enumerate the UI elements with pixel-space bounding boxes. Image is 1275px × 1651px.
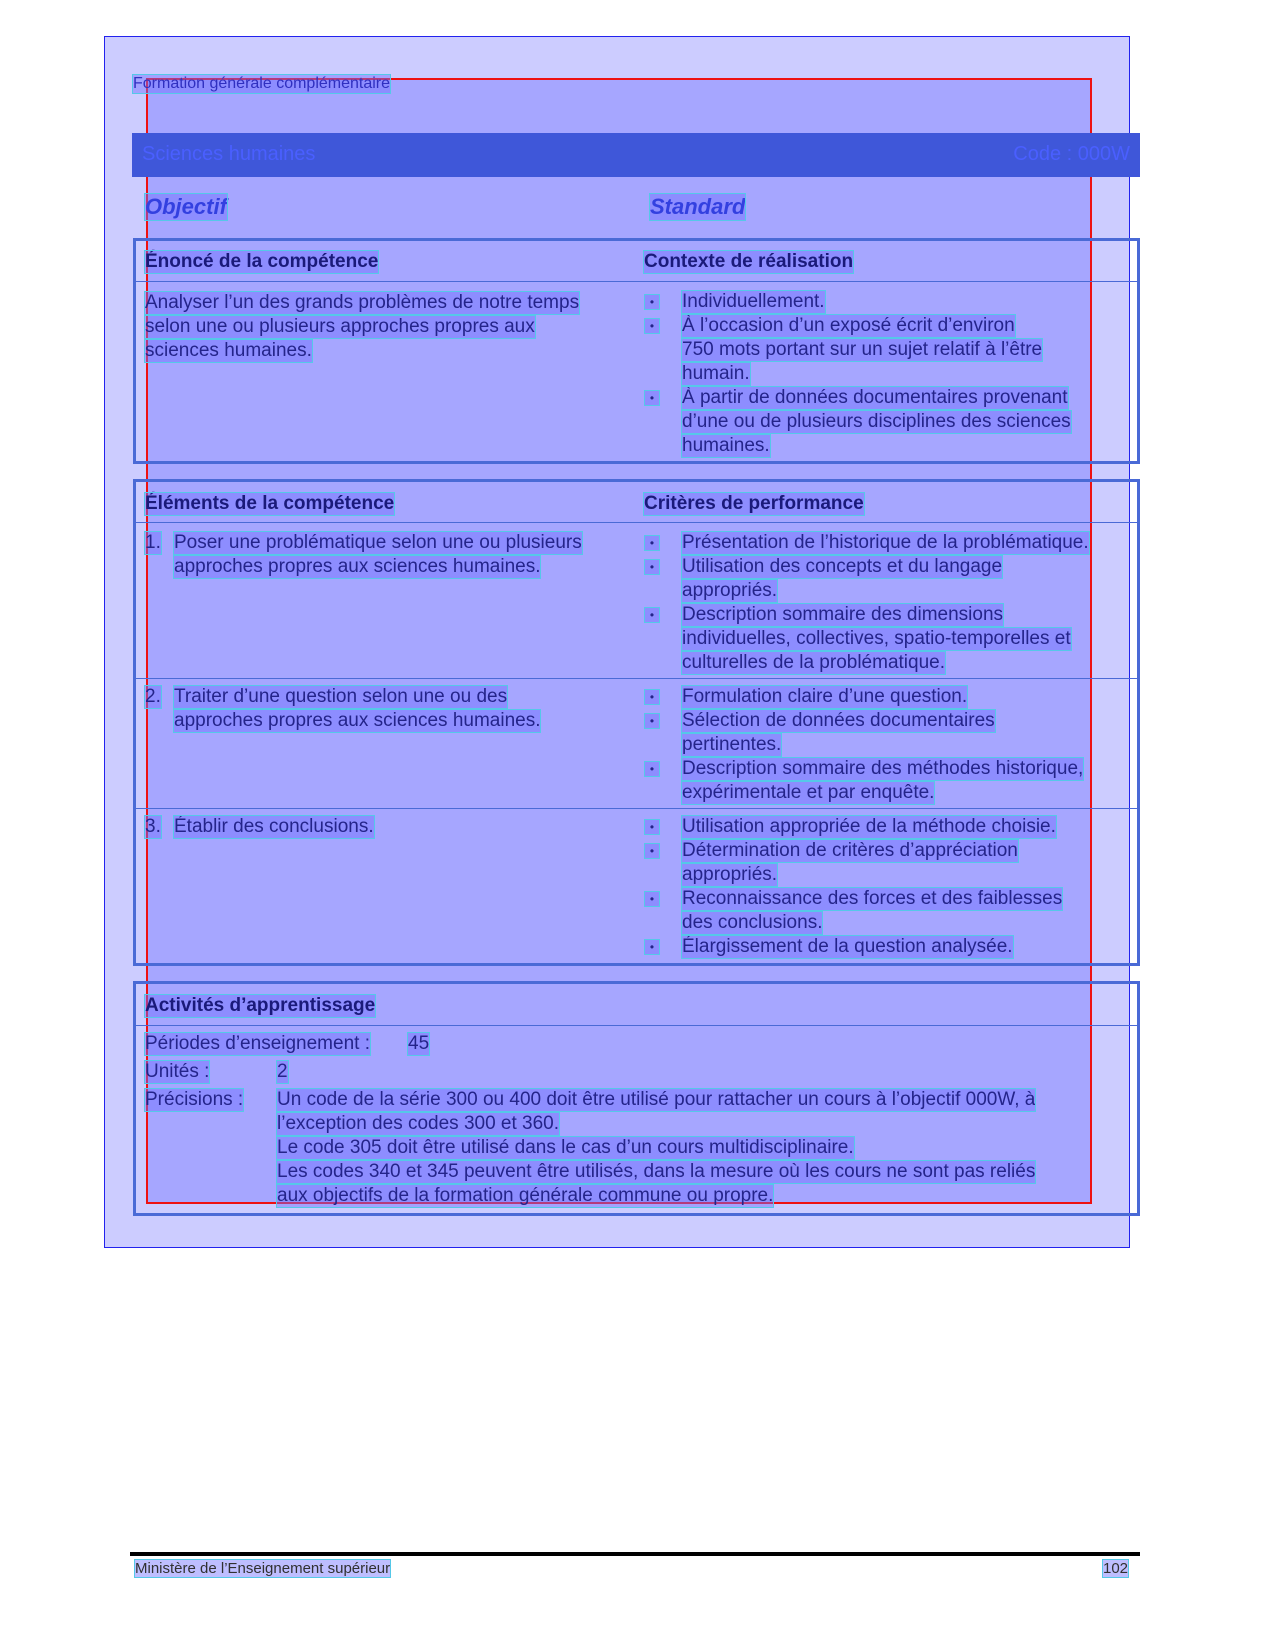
precisions-label: Précisions : — [145, 1089, 244, 1110]
criterion-line: 750 mots portant sur un sujet relatif à l’être — [682, 339, 1043, 360]
element-number: 1. — [145, 532, 161, 553]
criterion-line: Détermination de critères d’appréciation — [682, 840, 1018, 861]
criterion-line: Description sommaire des dimensions — [682, 604, 1004, 625]
divider — [133, 522, 1140, 523]
unites-value: 2 — [277, 1061, 288, 1082]
criterion-line: humain. — [682, 363, 750, 384]
criterion-line: Reconnaissance des forces et des faiblesses — [682, 888, 1063, 909]
divider — [133, 678, 1140, 679]
bullet-icon: • — [645, 892, 659, 906]
criterion-line: À partir de données documentaires provenant — [682, 387, 1068, 408]
element-number: 3. — [145, 816, 161, 837]
criteres-heading: Critères de performance — [644, 493, 864, 514]
divider — [133, 281, 1140, 282]
activites-heading: Activités d’apprentissage — [145, 995, 376, 1016]
criterion-line: appropriés. — [682, 580, 778, 601]
elements-heading: Éléments de la compétence — [145, 493, 395, 514]
bullet-icon: • — [645, 844, 659, 858]
enonce-line: selon une ou plusieurs approches propres aux — [145, 316, 535, 337]
criterion-line: appropriés. — [682, 864, 778, 885]
criterion-line: Utilisation appropriée de la méthode choisie. — [682, 816, 1056, 837]
enonce-line: sciences humaines. — [145, 340, 312, 361]
periodes-value: 45 — [408, 1033, 430, 1054]
divider — [133, 1025, 1140, 1026]
bullet-icon: • — [645, 608, 659, 622]
divider — [133, 808, 1140, 809]
element-line: approches propres aux sciences humaines. — [174, 710, 541, 731]
criterion-line: pertinentes. — [682, 734, 782, 755]
bullet-icon: • — [645, 690, 659, 704]
element-line: Établir des conclusions. — [174, 816, 374, 837]
criterion-line: des conclusions. — [682, 912, 823, 933]
criterion-line: d’une ou de plusieurs disciplines des sciences — [682, 411, 1071, 432]
criterion-line: culturelles de la problématique. — [682, 652, 945, 673]
precisions-line: aux objectifs de la formation générale commune ou propre. — [277, 1185, 774, 1206]
bullet-icon: • — [645, 536, 659, 550]
element-number: 2. — [145, 686, 161, 707]
unites-label: Unités : — [145, 1061, 210, 1082]
bullet-icon: • — [645, 560, 659, 574]
running-header: Formation générale complémentaire — [133, 75, 391, 92]
criterion-line: Individuellement. — [682, 291, 825, 312]
objective-label: Objectif — [145, 194, 227, 219]
criterion-line: Utilisation des concepts et du langage — [682, 556, 1003, 577]
criterion-line: Élargissement de la question analysée. — [682, 936, 1013, 957]
subject-title: Sciences humaines — [142, 143, 316, 165]
bullet-icon: • — [645, 319, 659, 333]
criterion-line: Présentation de l’historique de la problématique. — [682, 532, 1089, 553]
criterion-line: humaines. — [682, 435, 770, 456]
criterion-line: Description sommaire des méthodes historique, — [682, 758, 1084, 779]
footer-page-number: 102 — [1103, 1560, 1129, 1577]
criterion-line: À l’occasion d’un exposé écrit d’environ — [682, 315, 1015, 336]
bullet-icon: • — [645, 714, 659, 728]
bullet-icon: • — [645, 295, 659, 309]
bullet-icon: • — [645, 391, 659, 405]
enonce-heading: Énoncé de la compétence — [145, 251, 379, 272]
precisions-line: Le code 305 doit être utilisé dans le cas d’un cours multidisciplinaire. — [277, 1137, 854, 1158]
contexte-heading: Contexte de réalisation — [644, 251, 854, 272]
subject-code: Code : 000W — [1013, 143, 1130, 165]
element-line: approches propres aux sciences humaines. — [174, 556, 541, 577]
element-line: Traiter d’une question selon une ou des — [174, 686, 508, 707]
standard-label: Standard — [650, 194, 746, 219]
bullet-icon: • — [645, 940, 659, 954]
element-line: Poser une problématique selon une ou plusieurs — [174, 532, 582, 553]
enonce-line: Analyser l’un des grands problèmes de notre temps — [145, 292, 580, 313]
footer-rule — [130, 1552, 1140, 1556]
precisions-line: Un code de la série 300 ou 400 doit être utilisé pour rattacher un cours à l’objectif 000W, à — [277, 1089, 1036, 1110]
criterion-line: Sélection de données documentaires — [682, 710, 995, 731]
precisions-line: l’exception des codes 300 et 360. — [277, 1113, 560, 1134]
bullet-icon: • — [645, 762, 659, 776]
subject-band — [132, 133, 1140, 177]
periodes-label: Périodes d’enseignement : — [145, 1033, 370, 1054]
criterion-line: individuelles, collectives, spatio-temporelles et — [682, 628, 1071, 649]
criterion-line: Formulation claire d’une question. — [682, 686, 968, 707]
bullet-icon: • — [645, 820, 659, 834]
footer-ministry: Ministère de l’Enseignement supérieur — [135, 1560, 391, 1577]
precisions-line: Les codes 340 et 345 peuvent être utilisés, dans la mesure où les cours ne sont pas reliés — [277, 1161, 1036, 1182]
criterion-line: expérimentale et par enquête. — [682, 782, 935, 803]
